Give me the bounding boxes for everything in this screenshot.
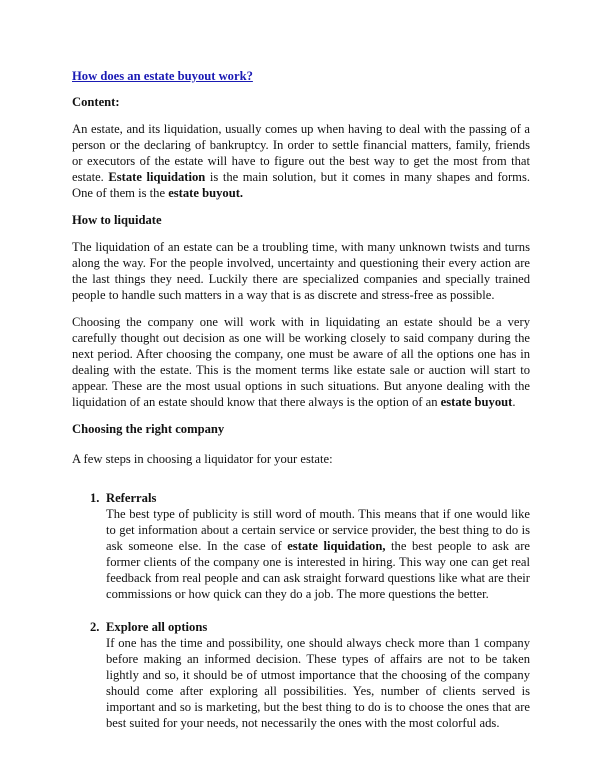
- paragraph-choosing-text-c: .: [512, 395, 516, 409]
- list-item-title: Referrals: [106, 491, 157, 505]
- steps-intro: A few steps in choosing a liquidator for your estate:: [72, 452, 333, 466]
- list-item: [72, 619, 530, 731]
- bold-estate-liquidation-2: estate liquidation,: [287, 539, 386, 553]
- bold-estate-buyout-2: estate buyout: [440, 395, 513, 409]
- bold-estate-liquidation: Estate liquidation: [108, 170, 206, 184]
- list-item-number: 1.: [90, 491, 100, 505]
- content-heading: Content:: [72, 95, 120, 109]
- paragraph-intro-text-a: An estate, and its liquidation, usually comes up when having to deal with the passing of a person or the declaring of bankruptcy. In order to settle financial matters, family, friends or executors of the estate will have to figure out the best way to get the most from that estate.: [72, 122, 530, 184]
- list-item-body-c: the best people to ask are former clients of the company one is interested in hiring. This way one can get real feedback from real people and can ask straight forward questions like what are their commissions or how quick can they do a job. The more questions the better.: [106, 539, 531, 601]
- how-to-liquidate-heading: How to liquidate: [72, 213, 162, 227]
- paragraph-choosing-company: [72, 314, 530, 410]
- choosing-right-company-heading: Choosing the right company: [72, 422, 225, 436]
- list-item-title: Explore all options: [106, 620, 208, 634]
- list-item-body-a: The best type of publicity is still word of mouth. This means that if one would like to get information about a certain service or service provider, the best thing to do is ask someone else. In the case of: [106, 507, 530, 553]
- title-link[interactable]: How does an estate buyout work?: [72, 69, 253, 83]
- paragraph-intro-text-c: is the main solution, but it comes in many shapes and forms. One of them is the: [72, 170, 530, 200]
- document-page: [72, 68, 530, 748]
- paragraph-intro: [72, 121, 530, 201]
- list-item-number: 2.: [90, 620, 100, 634]
- list-item: [72, 490, 530, 602]
- paragraph-liquidation: The liquidation of an estate can be a troubling time, with many unknown twists and turns along the way. For the people involved, uncertainty and questioning their every action are the last things they need. Luckily there are specialized companies and specially trained people to handle such matters in a way that is as discrete and stress-free as possible.: [72, 240, 530, 302]
- list-item-body: [106, 506, 530, 602]
- paragraph-choosing-text-a: Choosing the company one will work with in liquidating an estate should be a very carefully thought out decision as one will be working closely to said company during the next period. After choosing the company, one must be aware of all the options one has in dealing with the estate. This is the moment terms like estate sale or auction will start to appear. These are the most usual options in such situations. But anyone dealing with the liquidation of an estate should know that there always is the option of an: [72, 315, 530, 409]
- list-item-body: If one has the time and possibility, one should always check more than 1 company before making an informed decision. These types of affairs are not to be taken lightly and so, it should be of utmost importance that the choosing of the company should come after exploring all possibilities. Yes, number of clients served is important and so is marketing, but the best thing to do is to choose the ones that are best suited for your needs, not necessarily the ones with the most colorful ads.: [106, 636, 530, 730]
- bold-estate-buyout: estate buyout.: [168, 186, 244, 200]
- steps-list: [72, 490, 530, 731]
